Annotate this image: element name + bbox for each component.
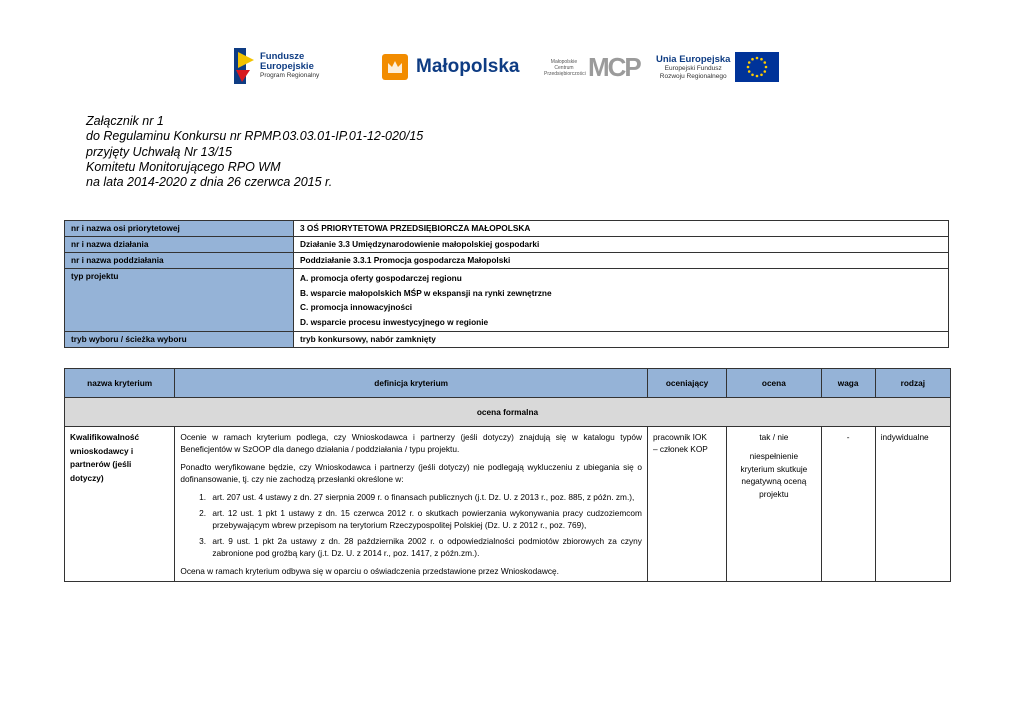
header-line-1: Załącznik nr 1	[86, 114, 164, 128]
info-value: Poddziałanie 3.3.1 Promocja gospodarcza Małopolski	[294, 253, 949, 269]
info-value: 3 OŚ PRIORYTETOWA PRZEDSIĘBIORCZA MAŁOPOLSKA	[294, 221, 949, 237]
document-header	[86, 114, 423, 190]
fundusze-sub: Program Regionalny	[260, 72, 320, 79]
project-type-b: B. wsparcie małopolskich MŚP w ekspansji na rynki zewnętrzne	[300, 287, 552, 298]
fundusze-line2: Europejskie	[260, 61, 314, 72]
header-criterion-name: nazwa kryterium	[65, 369, 175, 398]
info-label: tryb wyboru / ścieżka wyboru	[65, 332, 294, 348]
info-row-project-type	[65, 269, 949, 332]
score-note-line: niespełnienie	[749, 450, 799, 461]
definition-list	[180, 491, 642, 559]
header-line-3: przyjęty Uchwałą Nr 13/15	[86, 144, 232, 159]
criterion-evaluator	[647, 427, 726, 582]
mcp-logo	[544, 52, 640, 83]
criterion-name-line: partnerów (jeśli	[70, 459, 132, 469]
info-label: nr i nazwa poddziałania	[65, 253, 294, 269]
criterion-name-line: wnioskodawcy i	[70, 445, 134, 456]
definition-paragraph-1: Ocenie w ramach kryterium podlega, czy Wnioskodawca i partnerzy (jeśli dotyczy) znajdują się w katalogu typów Beneficjentów w SzOOP dla danego działania / poddziałania / typu projektu.	[180, 432, 642, 454]
ue-sub2: Rozwoju Regionalnego	[659, 72, 727, 80]
section-title: ocena formalna	[65, 398, 951, 427]
info-value: Działanie 3.3 Umiędzynarodowienie małopolskiej gospodarki	[294, 237, 949, 253]
evaluator-line: – członek KOP	[652, 444, 708, 454]
criterion-row	[65, 427, 951, 582]
evaluator-line: pracownik IOK	[652, 432, 707, 442]
criterion-weight: -	[821, 427, 875, 582]
project-type-c: C. promocja innowacyjności	[300, 302, 413, 312]
criterion-name-line: Kwalifikowalność	[70, 432, 140, 442]
header-line-2: do Regulaminu Konkursu nr RPMP.03.03.01-IP.01-12-020/15	[86, 129, 424, 144]
fundusze-star-icon	[234, 48, 254, 84]
definition-list-item: 3. art. 9 ust. 1 pkt 2a ustawy z dn. 28 października 2002 r. o odpowiedzialności podmiotów zbiorowych za czyny zabronione pod groźbą kary (j.t. Dz. U. z 2014 r., poz. 1417, z późn.zm.).	[208, 535, 642, 559]
definition-paragraph-2: Ponadto weryfikowane będzie, czy Wnioskodawca i partnerzy (jeśli dotyczy) nie podlegają wykluczeniu z ubiegania się o dofinansowanie, tj. czy nie zachodzą przesłanki określone w:	[180, 462, 642, 484]
malopolska-name: Małopolska	[416, 56, 520, 77]
definition-list-item: 2. art. 12 ust. 1 pkt 1 ustawy z dn. 15 czerwca 2012 r. o skutkach powierzania wykonywania pracy cudzoziemcom przebywającym wbrew przepisom na terytorium Rzeczypospolitej Polskiej (Dz. U. z 2012 r., poz. 769),	[208, 507, 642, 531]
fundusze-line1: Fundusze	[260, 51, 305, 62]
header-weight: waga	[821, 369, 875, 398]
header-criterion-definition: definicja kryterium	[175, 369, 648, 398]
info-table	[64, 220, 949, 348]
info-row	[65, 221, 949, 237]
header-type: rodzaj	[875, 369, 950, 398]
logo-bar	[0, 44, 1024, 94]
info-row	[65, 332, 949, 348]
score-note-line: kryterium skutkuje	[740, 463, 808, 474]
definition-list-item: 1. art. 207 ust. 4 ustawy z dn. 27 sierpnia 2009 r. o finansach publicznych (j.t. Dz. U. z 2013 r., poz. 885, z późn. zm.),	[208, 491, 642, 503]
criteria-table	[64, 368, 951, 582]
malopolska-emblem-icon	[382, 54, 408, 80]
criterion-name-line: dotyczy)	[70, 472, 104, 483]
header-evaluator: oceniający	[647, 369, 726, 398]
score-note-line: negatywną oceną	[741, 476, 807, 487]
malopolska-logo	[382, 54, 519, 80]
info-label: nr i nazwa osi priorytetowej	[65, 221, 294, 237]
project-type-values	[294, 269, 949, 332]
unia-europejska-logo	[656, 52, 779, 82]
info-label: typ projektu	[65, 269, 294, 332]
header-line-5: na lata 2014-2020 z dnia 26 czerwca 2015 r.	[86, 175, 333, 190]
fundusze-europejskie-logo	[234, 48, 319, 84]
info-value: tryb konkursowy, nabór zamknięty	[294, 332, 949, 348]
criterion-score	[727, 427, 821, 582]
criteria-header-row	[65, 369, 951, 398]
score-options: tak / nie	[759, 432, 789, 442]
ue-sub1: Europejski Fundusz	[664, 64, 722, 72]
ue-line1: Unia Europejska	[656, 53, 731, 65]
mcp-small-text: Małopolskie Centrum Przedsiębiorczości	[544, 58, 586, 77]
project-type-d: D. wsparcie procesu inwestycyjnego w regionie	[300, 316, 489, 327]
score-note-line: projektu	[759, 489, 789, 500]
definition-paragraph-3: Ocena w ramach kryterium odbywa się w oparciu o oświadczenia przedstawione przez Wnioskodawcę.	[180, 566, 559, 576]
criterion-definition	[175, 427, 648, 582]
info-row	[65, 237, 949, 253]
header-line-4: Komitetu Monitorującego RPO WM	[86, 159, 281, 174]
info-row	[65, 253, 949, 269]
criterion-type: indywidualne	[875, 427, 950, 582]
section-row	[65, 398, 951, 427]
project-type-a: A. promocja oferty gospodarczej regionu	[300, 273, 462, 283]
header-score: ocena	[727, 369, 821, 398]
info-label: nr i nazwa działania	[65, 237, 294, 253]
mcp-big-text: MCP	[588, 52, 640, 82]
criterion-name	[65, 427, 175, 582]
eu-flag-icon	[735, 52, 779, 82]
